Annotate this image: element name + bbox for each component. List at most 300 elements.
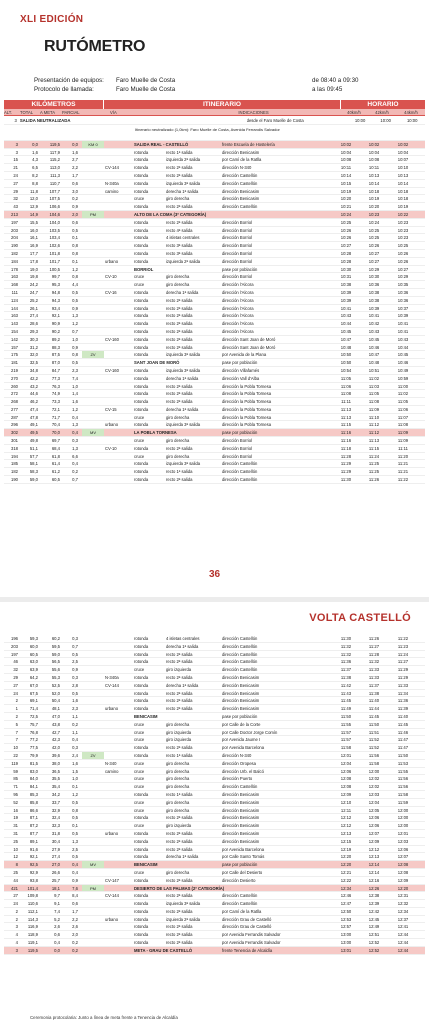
cell-parcial: 1,1	[72, 713, 78, 719]
cell-time-44: 12:07	[397, 854, 409, 860]
table-row	[4, 947, 425, 955]
cell-a-meta: 32,3	[51, 823, 60, 829]
cell-via	[104, 414, 134, 421]
cell-parcial: 0,2	[72, 947, 78, 953]
cell-via	[104, 923, 134, 930]
cell-alt: 32	[13, 667, 18, 673]
cell-action: derecha 1ª salida	[166, 406, 199, 412]
cell-label	[82, 760, 104, 767]
cell-parcial: 1,2	[72, 266, 78, 272]
cell-alt: 268	[11, 399, 18, 405]
cell-parcial: 0,8	[72, 807, 78, 813]
cell-direction: dirección la Pobla Tornesa	[222, 391, 272, 397]
cell-parcial: 0,5	[72, 651, 78, 657]
table-row	[4, 421, 425, 429]
cell-parcial: 1,6	[72, 698, 78, 704]
cell-total: 16,9	[29, 243, 38, 249]
cell-time-42: 12:06	[368, 823, 380, 829]
cell-total: 84,1	[29, 784, 38, 790]
cell-action: recto 2ª salida	[166, 445, 193, 451]
table-row	[4, 383, 425, 391]
table-row	[4, 172, 425, 180]
cell-label	[82, 188, 104, 195]
cell-via: urbano	[105, 706, 119, 712]
cell-direction: dirección Borriol	[222, 453, 253, 459]
cell-label	[82, 799, 104, 806]
cell-indication: rotonda	[134, 815, 149, 821]
cell-action: izquierda 3ª salida	[166, 461, 201, 467]
cell-parcial: 0,7	[72, 643, 78, 649]
cell-via	[104, 807, 134, 814]
cell-label	[82, 908, 104, 915]
cell-indication: rotonda	[134, 846, 149, 852]
cell-time-42: 11:58	[368, 760, 380, 766]
cell-time-42: 12:45	[368, 916, 380, 922]
cell-action: recto 2ª salida	[166, 877, 193, 883]
cell-alt: 19	[13, 815, 18, 821]
table-row	[4, 211, 425, 219]
cell-parcial: 1,6	[72, 149, 78, 155]
cell-parcial: 2,3	[72, 367, 78, 373]
cell-direction: dirección Benicasim	[222, 188, 260, 194]
cell-direction: dirección N-340	[222, 752, 252, 758]
cell-alt: 29	[13, 674, 18, 680]
cell-action: derecha 1ª salida	[166, 188, 199, 194]
cell-label: ZV	[82, 752, 104, 759]
cell-label	[82, 234, 104, 241]
cell-direction: dirección Castellón	[222, 461, 258, 467]
cell-direction: por Avenida Ferrandis Salvador	[222, 940, 281, 946]
cell-alt: 31	[13, 823, 18, 829]
cell-time-44: 11:22	[397, 477, 409, 483]
cell-via	[104, 861, 134, 868]
cell-time-40: 10:26	[340, 235, 352, 241]
cell-action: 4 isletas centrales	[166, 636, 200, 641]
cell-alt: 163	[11, 274, 18, 280]
cell-total: 15,5	[29, 219, 38, 225]
cell-time-44: 12:00	[397, 823, 409, 829]
cell-indication: rotonda	[134, 219, 149, 225]
cell-time-44: 11:05	[397, 399, 409, 405]
cell-time-44: 10:22	[397, 211, 409, 217]
cell-indication: rotonda	[134, 706, 149, 712]
cell-via	[104, 775, 134, 782]
cell-direction: dirección Castellón	[222, 636, 258, 641]
cell-a-meta: 61,4	[51, 461, 60, 467]
cell-direction: frente Escuela de Hostelería	[222, 141, 275, 147]
table-row	[4, 367, 425, 375]
cell-time-44: 11:50	[397, 752, 409, 758]
cell-total: 34,8	[29, 367, 38, 373]
cell-via	[104, 476, 134, 483]
cell-a-meta: 107,7	[49, 188, 60, 194]
cell-total: 8,8	[32, 180, 38, 186]
cell-time-40: 12:09	[340, 791, 352, 797]
cell-alt: 16	[13, 807, 18, 813]
table-row	[4, 643, 425, 651]
cell-parcial: 1,4	[72, 391, 78, 397]
table-row	[4, 141, 425, 149]
cell-total: 46,2	[29, 399, 38, 405]
cell-time-40: 11:11	[341, 399, 351, 405]
cell-direction: dirección Castellón	[222, 784, 258, 790]
col-via: VÍA	[110, 109, 117, 115]
cell-direction: dirección Castellón	[222, 651, 258, 657]
cell-time-44: 11:58	[397, 791, 409, 797]
cell-parcial: 2,6	[72, 924, 78, 930]
cell-time-42: 10:08	[368, 157, 380, 163]
cell-time-42: 12:13	[368, 854, 380, 860]
cell-a-meta: 61,2	[51, 469, 60, 475]
cell-total: 57,7	[29, 453, 38, 459]
cell-parcial: 0,9	[72, 204, 78, 210]
cell-parcial: 0,9	[72, 344, 78, 350]
cell-time-40: 10:48	[340, 344, 352, 350]
table-row	[4, 250, 425, 258]
cell-label	[82, 697, 104, 704]
cell-total: 64,2	[29, 674, 38, 680]
cell-time-40: 10:50	[340, 352, 352, 358]
cell-action: recto 2ª salida	[166, 908, 193, 914]
cell-time-40: 12:01	[340, 752, 352, 758]
cell-total: 1,6	[32, 149, 38, 155]
cell-a-meta: 107,5	[49, 196, 60, 202]
cell-alt: 175	[11, 352, 18, 358]
table-row	[4, 666, 425, 674]
cell-time-40: 12:46	[340, 893, 352, 899]
cell-indication: rotonda	[134, 321, 149, 327]
cell-a-meta: 87,5	[51, 352, 60, 358]
cell-direction: por Calle Doctor Jorge Comín	[222, 729, 278, 735]
cell-direction: dirección Borriol	[222, 219, 253, 225]
cell-total: 24,2	[29, 282, 38, 288]
cell-time-44: 10:10	[397, 165, 409, 171]
cell-parcial: 0,7	[72, 328, 78, 334]
cell-via	[104, 460, 134, 467]
cell-alt: 25	[13, 869, 18, 875]
cell-time-44: 11:00	[397, 383, 409, 389]
cell-action: izquierda 2ª salida	[166, 258, 201, 264]
info-labels	[34, 77, 104, 94]
table-row	[4, 336, 425, 344]
cell-label	[82, 305, 104, 312]
cell-time-42: 12:14	[368, 862, 380, 868]
cell-a-meta: 110,7	[49, 180, 60, 186]
cell-direction: dirección Grau de Castelló	[222, 916, 272, 922]
cell-alt: 2	[15, 698, 18, 704]
cell-time-40: 10:39	[340, 289, 352, 295]
table-row	[4, 312, 425, 320]
cell-direction: dirección Benicasim	[222, 196, 260, 202]
cell-action: recto 2ª salida	[166, 305, 193, 311]
table-row	[4, 437, 425, 445]
cell-time-44: 12:37	[397, 916, 409, 922]
cell-indication: cruce	[134, 737, 145, 743]
cell-time-40: 13:01	[340, 947, 352, 953]
cell-via	[104, 846, 134, 853]
cell-time-44: 10:23	[397, 227, 409, 233]
cell-indication: rotonda	[134, 391, 149, 397]
cell-direction: dirección Vall d'Alba	[222, 375, 260, 381]
cell-time-40: 11:05	[340, 375, 352, 381]
cell-label	[82, 931, 104, 938]
cell-label	[82, 258, 104, 265]
cell-parcial: 1,2	[72, 406, 78, 412]
cell-alt: 2	[15, 713, 18, 719]
cell-direction: por Avenida Barcelona	[222, 745, 265, 751]
table-row	[4, 830, 425, 838]
cell-parcial: 0,8	[72, 274, 78, 280]
cell-time-44: 10:35	[397, 282, 409, 288]
cell-time-42: 11:25	[368, 469, 380, 475]
cell-via	[104, 242, 134, 249]
cell-time-44: 11:47	[397, 737, 409, 743]
cell-time-42: 12:03	[368, 791, 380, 797]
cell-via	[104, 853, 134, 860]
cell-alt: 178	[11, 266, 18, 272]
cell-time-44: 10:07	[397, 157, 409, 163]
cell-action: recto 1ª salida	[166, 791, 193, 797]
cell-a-meta: 100,5	[49, 266, 60, 272]
cell-parcial: 0,5	[72, 854, 78, 860]
cell-alt: 8	[15, 862, 18, 868]
cell-time-40: 10:27	[340, 243, 352, 249]
cell-time-42: 11:28	[368, 651, 380, 657]
cell-parcial: 0,2	[72, 469, 78, 475]
cell-a-meta: 0,0	[54, 947, 60, 953]
cell-label	[82, 289, 104, 296]
cell-time-44: 10:13	[397, 172, 409, 178]
cell-indication: rotonda	[134, 375, 149, 381]
cell-time-42: 10:43	[368, 328, 380, 334]
cell-indication: rotonda	[134, 344, 149, 350]
cell-action: recto 2ª salida	[166, 204, 193, 210]
cell-parcial: 0,5	[72, 815, 78, 821]
cell-alt: 31	[13, 830, 18, 836]
cell-time-44: 11:39	[397, 706, 409, 712]
cell-time-44: 11:06	[397, 406, 409, 412]
header-groups	[4, 100, 425, 109]
cell-indication: cruce	[134, 776, 145, 782]
table-row	[4, 320, 425, 328]
table-row	[4, 227, 425, 235]
cell-total: 16,0	[29, 227, 38, 233]
cell-direction: dirección Castellón	[222, 469, 258, 475]
cell-total: 32,5	[29, 360, 38, 366]
table-row	[4, 892, 425, 900]
cell-time-44: 10:14	[397, 180, 409, 186]
cell-time-40: 12:19	[340, 846, 352, 852]
cell-indication: rotonda	[134, 383, 149, 389]
cell-time-44: 11:27	[397, 659, 409, 665]
table-row	[4, 690, 425, 698]
cell-a-meta: 27,9	[51, 846, 60, 852]
cell-alt: 15	[13, 157, 18, 163]
cell-time-42: 10:13	[368, 172, 380, 178]
cell-time-40: 10:39	[340, 297, 352, 303]
cell-label	[82, 320, 104, 327]
cell-total: 84,0	[29, 776, 38, 782]
cell-alt: 142	[11, 336, 18, 342]
cell-alt: 71	[13, 784, 18, 790]
cell-a-meta: 34,2	[51, 791, 60, 797]
cell-time-44: 11:33	[397, 682, 409, 688]
cell-parcial: 1,5	[72, 768, 78, 774]
cell-via	[104, 390, 134, 397]
cell-time-40: 12:10	[340, 799, 352, 805]
cell-indication: rotonda	[134, 791, 149, 797]
cell-a-meta: 71,7	[51, 414, 60, 420]
cell-time-44: 11:08	[397, 422, 409, 428]
cell-a-meta: 9,7	[54, 893, 60, 899]
cell-via	[104, 281, 134, 288]
table-row	[4, 877, 425, 885]
cell-time-40: 11:16	[340, 430, 352, 436]
cell-alt: 24	[13, 172, 18, 178]
cell-action: recto 1ª salida	[166, 752, 193, 758]
cell-indication: rotonda	[134, 180, 149, 186]
cell-time-42: 12:04	[368, 799, 380, 805]
table-row	[4, 846, 425, 854]
cell-parcial: 0,5	[72, 360, 78, 366]
cell-via: CV-160	[105, 367, 119, 373]
cell-via	[104, 752, 134, 759]
cell-indication: rotonda	[134, 901, 149, 907]
cell-indication: rotonda	[134, 328, 149, 334]
cell-time-40: 11:49	[340, 706, 352, 712]
cell-direction: pase por población	[222, 862, 258, 868]
cell-time-44: 11:20	[397, 453, 409, 459]
cell-time-40: 12:22	[340, 877, 352, 883]
cell-total: 63,0	[29, 659, 38, 665]
cell-action: giro derecha	[166, 768, 190, 774]
cell-label	[82, 744, 104, 751]
cell-action: recto 2ª salida	[166, 336, 193, 342]
table-row	[4, 219, 425, 227]
cell-time-40: 12:04	[340, 760, 352, 766]
cell-label	[82, 923, 104, 930]
cell-time-44: 11:23	[397, 643, 409, 649]
cell-time-40: 13:00	[340, 932, 352, 938]
cell-time-40: 12:50	[340, 908, 352, 914]
cell-indication: BORRIOL	[134, 266, 154, 272]
cell-action: recto 2ª salida	[166, 219, 193, 225]
cell-total: 77,2	[29, 737, 38, 743]
cell-action: recto 2ª salida	[166, 706, 193, 712]
cell-time-42: 10:20	[368, 204, 380, 210]
cell-via	[104, 328, 134, 335]
cell-a-meta: 0,4	[54, 940, 60, 946]
cell-time-42: 10:46	[368, 344, 380, 350]
cell-a-meta: 43,8	[51, 721, 60, 727]
cell-parcial: 1,2	[72, 321, 78, 327]
cell-parcial: 0,8	[72, 250, 78, 256]
cell-action: izquierda 3ª salida	[166, 180, 201, 186]
cell-indication: DESIERTO DE LAS PALMAS (2ª CATEGORÍA)	[134, 885, 225, 891]
cell-time-40: 11:57	[340, 737, 352, 743]
cell-alt: 12	[13, 854, 18, 860]
cell-total: 60,5	[29, 651, 38, 657]
cell-via	[104, 697, 134, 704]
cell-label	[82, 468, 104, 475]
cell-alt: 44	[13, 877, 18, 883]
cell-parcial: 1,6	[72, 760, 78, 766]
table-row	[4, 760, 425, 768]
cell-time-42: 10:25	[368, 235, 380, 241]
cell-total: 32,0	[29, 352, 38, 358]
cell-parcial: 0,3	[72, 674, 78, 680]
cell-direction: pase por población	[222, 266, 258, 272]
table-row	[4, 414, 425, 422]
table-row	[4, 885, 425, 893]
cell-indication: rotonda	[134, 367, 149, 373]
table-row	[4, 791, 425, 799]
table-row	[4, 682, 425, 690]
cell-time-44: 11:09	[397, 430, 409, 436]
cell-indication: rotonda	[134, 235, 149, 241]
cell-label: KM 0	[82, 141, 104, 148]
cell-total: 92,9	[29, 869, 38, 875]
cell-time-44: 10:02	[397, 141, 409, 147]
cell-action: giro derecha	[166, 196, 190, 202]
table-row	[4, 156, 425, 164]
cell-parcial: 0,4	[72, 461, 78, 467]
cell-time-40: 10:31	[340, 274, 352, 280]
cell-label	[82, 838, 104, 845]
cell-indication: rotonda	[134, 243, 149, 249]
cell-action: recto 2ª salida	[166, 172, 193, 178]
cell-direction: dirección Benicasim	[222, 690, 260, 696]
cell-time-40: 12:08	[340, 776, 352, 782]
cell-direction: dirección Castellón	[222, 172, 258, 178]
cell-direction: por Avenida Jaume I	[222, 737, 261, 743]
cell-time-42: 10:19	[368, 196, 380, 202]
cell-indication: rotonda	[134, 227, 149, 233]
cell-alt: 190	[11, 243, 18, 249]
cell-indication: cruce	[134, 823, 145, 829]
cell-alt: 168	[11, 282, 18, 288]
cell-time-44: 10:18	[397, 196, 409, 202]
cell-label	[82, 814, 104, 821]
cell-time-40: 11:36	[340, 659, 352, 665]
cell-a-meta: 18,1	[51, 885, 60, 891]
cell-time-42: 12:09	[368, 838, 380, 844]
cell-total: 118,9	[27, 932, 38, 938]
cell-a-meta: 32,9	[51, 807, 60, 813]
cell-via	[104, 359, 134, 366]
cell-action: giro derecha	[166, 807, 190, 813]
cell-direction: dirección Borriol	[222, 250, 253, 256]
cell-action: 4 isletas centrales	[166, 235, 200, 241]
cell-total: 42,2	[29, 375, 38, 381]
cell-direction: dirección Borriol	[222, 274, 253, 280]
cell-label	[82, 273, 104, 280]
cell-a-meta: 25,7	[51, 877, 60, 883]
cell-direction: dirección Castellón	[222, 477, 258, 483]
cell-time-40: 10:43	[340, 313, 352, 319]
cell-time-44: 10:45	[397, 352, 409, 358]
cell-indication: cruce	[134, 453, 145, 459]
cell-action: recto 2ª salida	[166, 830, 193, 836]
cell-a-meta	[40, 125, 62, 140]
cell-a-meta: 56,5	[51, 659, 60, 665]
cell-action: izquierda 2ª salida	[166, 157, 201, 163]
cell-total: 12,0	[29, 196, 38, 202]
cell-alt: 46	[13, 659, 18, 665]
cell-direction: por Calle Santo Tomás	[222, 854, 265, 860]
cell-time-42: 12:26	[368, 885, 380, 891]
cell-via	[104, 885, 134, 892]
